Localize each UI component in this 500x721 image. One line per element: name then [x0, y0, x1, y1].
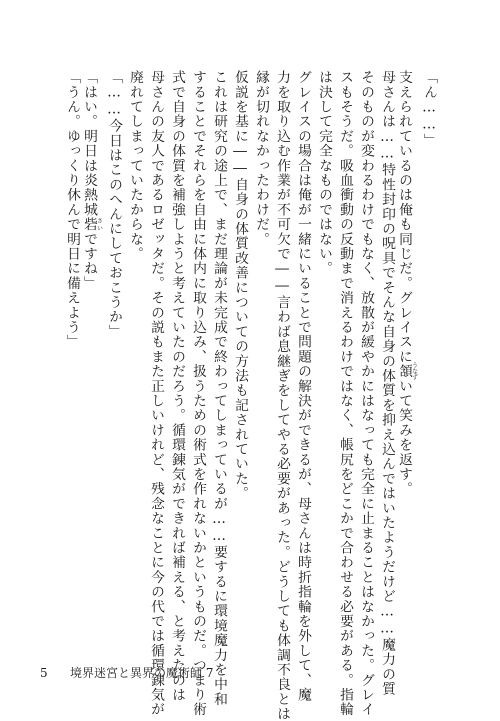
text-line: 式で自身の体質を補強しようと考えていたのだろう。循環錬気ができれば補える、と考えたのは — [169, 70, 185, 703]
dialogue-line: 「……今日はこのへんにしておこうか」 — [106, 70, 122, 339]
text-line — [63, 70, 81, 349]
text-line: 力を取り込む作業が不可欠で――言わば息継ぎをしてやる必要があった。どうしても体調不良とは — [274, 70, 290, 721]
text-line: 仮説を基に――自身の体質改善についての方法も記されていた。 — [232, 70, 248, 501]
ruby-annotation: 砦さい — [81, 217, 103, 232]
page-footer — [40, 664, 213, 681]
text-line — [105, 70, 123, 339]
text-segment: 支えられているのは俺も同じだ。グレイスに — [396, 70, 412, 364]
text-line: そのものが変わるわけでもなく、放散が緩やかにはなっても完全に止まることはなかった。グレイ — [358, 70, 374, 717]
text-line: 「はい。明日は炎熱城砦さいですね」 — [81, 70, 103, 291]
text-line: は決して完全なものではない。 — [316, 70, 332, 276]
text-line: これは研究の途上で、まだ理論が未完成で終わってしまっているが……要するに環境魔力を中和 — [211, 70, 227, 707]
text-line: グレイスの場合は俺が一緒にいることで問題の解決ができるが、母さんは時折指輪を外して、魔 — [295, 70, 311, 703]
book-title: 境界迷宮と異界の魔術師 7 — [70, 666, 214, 680]
text-line: 縁が切れなかったわけだ。 — [253, 70, 269, 247]
text-line: スもそうだ。吸血衝動の反動まで消えるわけではなく、帳尻をどこかで合わせる必要がある。指輪 — [337, 70, 353, 717]
dialogue-line: 「はい。明日は炎熱城 — [81, 70, 97, 217]
ruby-annotation: 頷うなず — [396, 362, 418, 381]
text-line: 母さんの友人であるロゼッタだ。その説もまた正しいけれど、残念なことに今の代では循環錬気が — [148, 70, 164, 717]
page-number: 5 — [40, 666, 48, 680]
text-line: することでそれらを自由に体内に取り込み、扱うための術式を作れないかというものだ。つまり術 — [190, 70, 206, 717]
dialogue-line: 「うん。ゆっくり休んで明日に備えよう」 — [64, 70, 80, 350]
text-line — [396, 70, 418, 497]
text-line — [420, 70, 438, 148]
text-line: 廃れてしまっていたからな。 — [127, 70, 143, 262]
dialogue-line: 「ん……」 — [421, 70, 437, 148]
text-segment: いて笑みを返す。 — [396, 378, 412, 497]
text-line: 母さんは……特性封印の呪具でそんな自身の体質を抑え込んではいたようだけど……魔力の質 — [379, 70, 395, 697]
